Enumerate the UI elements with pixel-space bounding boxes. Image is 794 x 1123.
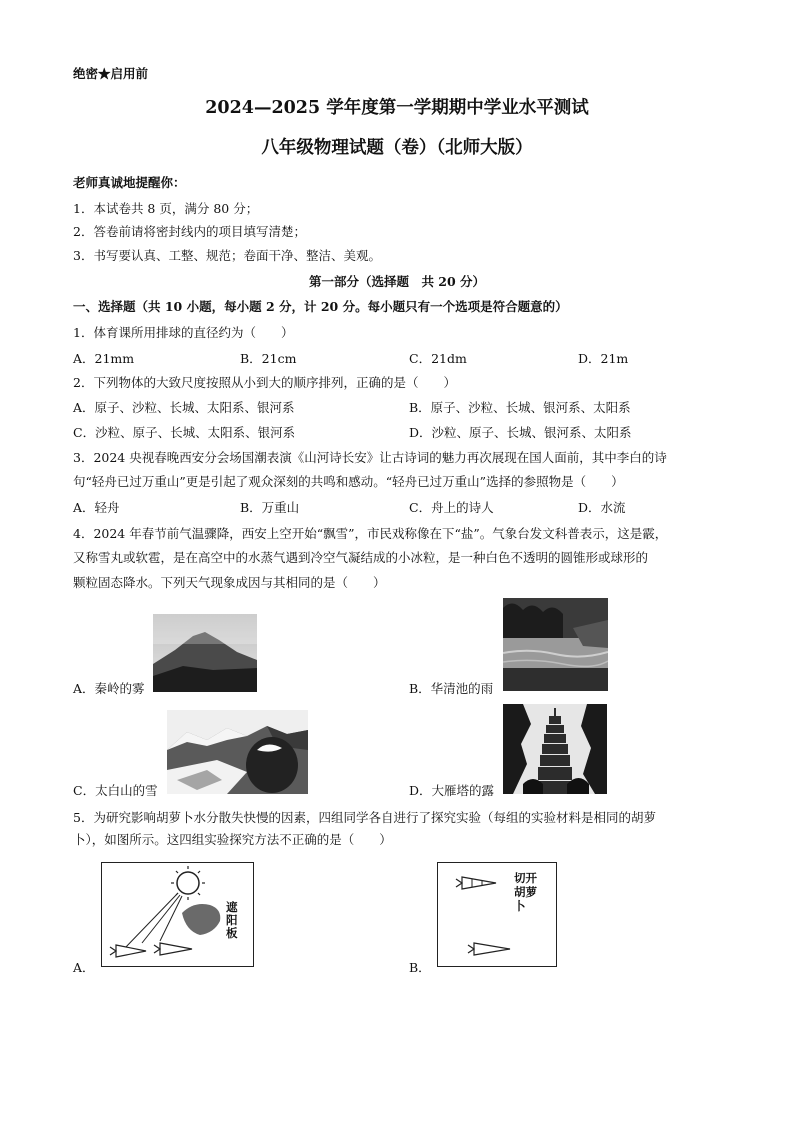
question-stem-cont: 又称雪丸或软雹，是在高空中的水蒸气遇到冷空气凝结成的小冰粒，是一种白色不透明的圆锥形或球形的	[73, 550, 649, 565]
option-c: C．21dm	[409, 351, 467, 366]
confidential-mark: 绝密★启用前	[73, 66, 149, 81]
sunshade-label: 遮 阳 板	[226, 900, 238, 940]
cut-carrot-diagram	[437, 862, 557, 967]
question-stem-cont: 颗粒固态降水。下列天气现象成因与其相同的是（ ）	[73, 575, 386, 590]
option-b: B．	[409, 960, 431, 975]
pagoda-photo	[503, 704, 607, 794]
exam-title: 2024—2025 学年度第一学期期中学业水平测试	[205, 98, 589, 118]
cut-carrot-label: 切开 胡萝 卜	[514, 871, 537, 913]
question-stem: 2．下列物体的大致尺度按照从小到大的顺序排列，正确的是（ ）	[73, 375, 456, 390]
option-c: C．舟上的诗人	[409, 500, 494, 515]
option-d: D．沙粒、原子、长城、银河系、太阳系	[409, 425, 632, 440]
notice-item: 1．本试卷共 8 页，满分 80 分；	[73, 201, 259, 216]
section-title: 一、选择题（共 10 小题，每小题 2 分，计 20 分。每小题只有一个选项是符合题意的）	[73, 299, 568, 314]
option-a: A．秦岭的雾	[73, 681, 145, 696]
sunshade-experiment-diagram	[101, 862, 254, 967]
option-a: A．21mm	[73, 351, 135, 366]
exam-subtitle: 八年级物理试题（卷）（北师大版）	[261, 138, 533, 158]
part-title: 第一部分（选择题 共 20 分）	[308, 274, 486, 289]
question-stem: 3．2024 央视春晚西安分会场国潮表演《山河诗长安》让古诗词的魅力再次展现在国人面前，其中李白的诗	[73, 450, 667, 465]
notice-heading: 老师真诚地提醒你：	[73, 175, 186, 190]
option-c: C．太白山的雪	[73, 783, 158, 798]
pool-rain-photo	[503, 598, 608, 691]
question-stem: 5．为研究影响胡萝卜水分散失快慢的因素，四组同学各自进行了探究实验（每组的实验材料是相同的胡萝	[73, 810, 656, 825]
option-b: B．万重山	[240, 500, 300, 515]
question-stem-cont: 卜），如图所示。这四组实验探究方法不正确的是（ ）	[73, 832, 392, 847]
snow-mountain-photo	[167, 710, 308, 794]
option-d: D．水流	[578, 500, 626, 515]
option-b: B．华清池的雨	[409, 681, 494, 696]
question-stem-cont: 句“轻舟已过万重山”更是引起了观众深刻的共鸣和感动。“轻舟已过万重山”选择的参照物是（ ）	[73, 474, 624, 489]
fog-mountain-photo	[153, 614, 257, 692]
notice-item: 2．答卷前请将密封线内的项目填写清楚；	[73, 224, 306, 239]
option-b: B．原子、沙粒、长城、银河系、太阳系	[409, 400, 631, 415]
option-a: A．	[73, 960, 95, 975]
option-c: C．沙粒、原子、长城、太阳系、银河系	[73, 425, 296, 440]
option-a: A．轻舟	[73, 500, 120, 515]
question-stem: 4．2024 年春节前气温骤降，西安上空开始“飘雪”，市民戏称像在下“盐”。气象台发文科普表示，这是霰，	[73, 526, 668, 541]
option-a: A．原子、沙粒、长城、太阳系、银河系	[73, 400, 295, 415]
option-d: D．大雁塔的露	[409, 783, 495, 798]
notice-item: 3．书写要认真、工整、规范；卷面干净、整洁、美观。	[73, 248, 381, 263]
question-stem: 1．体育课所用排球的直径约为（ ）	[73, 325, 294, 340]
option-b: B．21cm	[240, 351, 297, 366]
option-d: D．21m	[578, 351, 629, 366]
